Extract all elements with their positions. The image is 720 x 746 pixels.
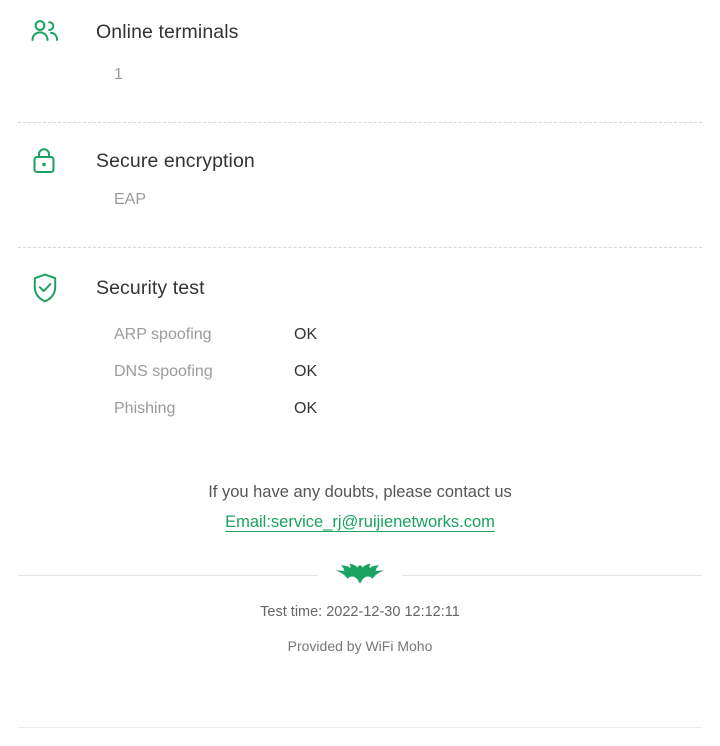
section-header — [18, 0, 702, 64]
provider-label: Provided by WiFi Moho — [287, 638, 433, 654]
test-label: ARP spoofing — [114, 325, 212, 343]
table-row — [114, 390, 702, 427]
section-body — [18, 64, 702, 122]
section-secure-encryption — [0, 123, 720, 247]
test-label: DNS spoofing — [114, 362, 213, 380]
shield-check-icon — [18, 272, 62, 304]
section-header — [18, 123, 702, 189]
status-badge: OK — [294, 399, 318, 417]
test-label: Phishing — [114, 399, 176, 417]
status-badge: OK — [294, 325, 318, 343]
section-body — [18, 316, 702, 435]
status-badge: OK — [294, 362, 318, 380]
section-title: Online terminals — [96, 20, 239, 43]
section-security-test — [0, 248, 720, 435]
contact-text: If you have any doubts, please contact us — [208, 483, 512, 501]
secure-encryption-value: EAP — [114, 191, 147, 208]
section-title: Security test — [96, 276, 205, 299]
test-time: Test time: 2022-12-30 12:12:11 — [260, 604, 460, 620]
logo-divider — [18, 558, 702, 592]
table-row — [114, 316, 702, 353]
section-online-terminals — [0, 0, 720, 122]
table-row — [114, 353, 702, 390]
lock-icon — [18, 146, 62, 176]
people-icon — [18, 19, 62, 45]
bottom-divider — [18, 727, 702, 728]
online-terminals-value: 1 — [114, 66, 123, 83]
contact-email-link[interactable]: Email:service_rj@ruijienetworks.com — [225, 513, 495, 531]
footer — [0, 479, 720, 532]
section-header — [18, 248, 702, 316]
section-body — [18, 189, 702, 247]
section-title: Secure encryption — [96, 149, 255, 172]
bat-logo-icon — [318, 558, 402, 592]
